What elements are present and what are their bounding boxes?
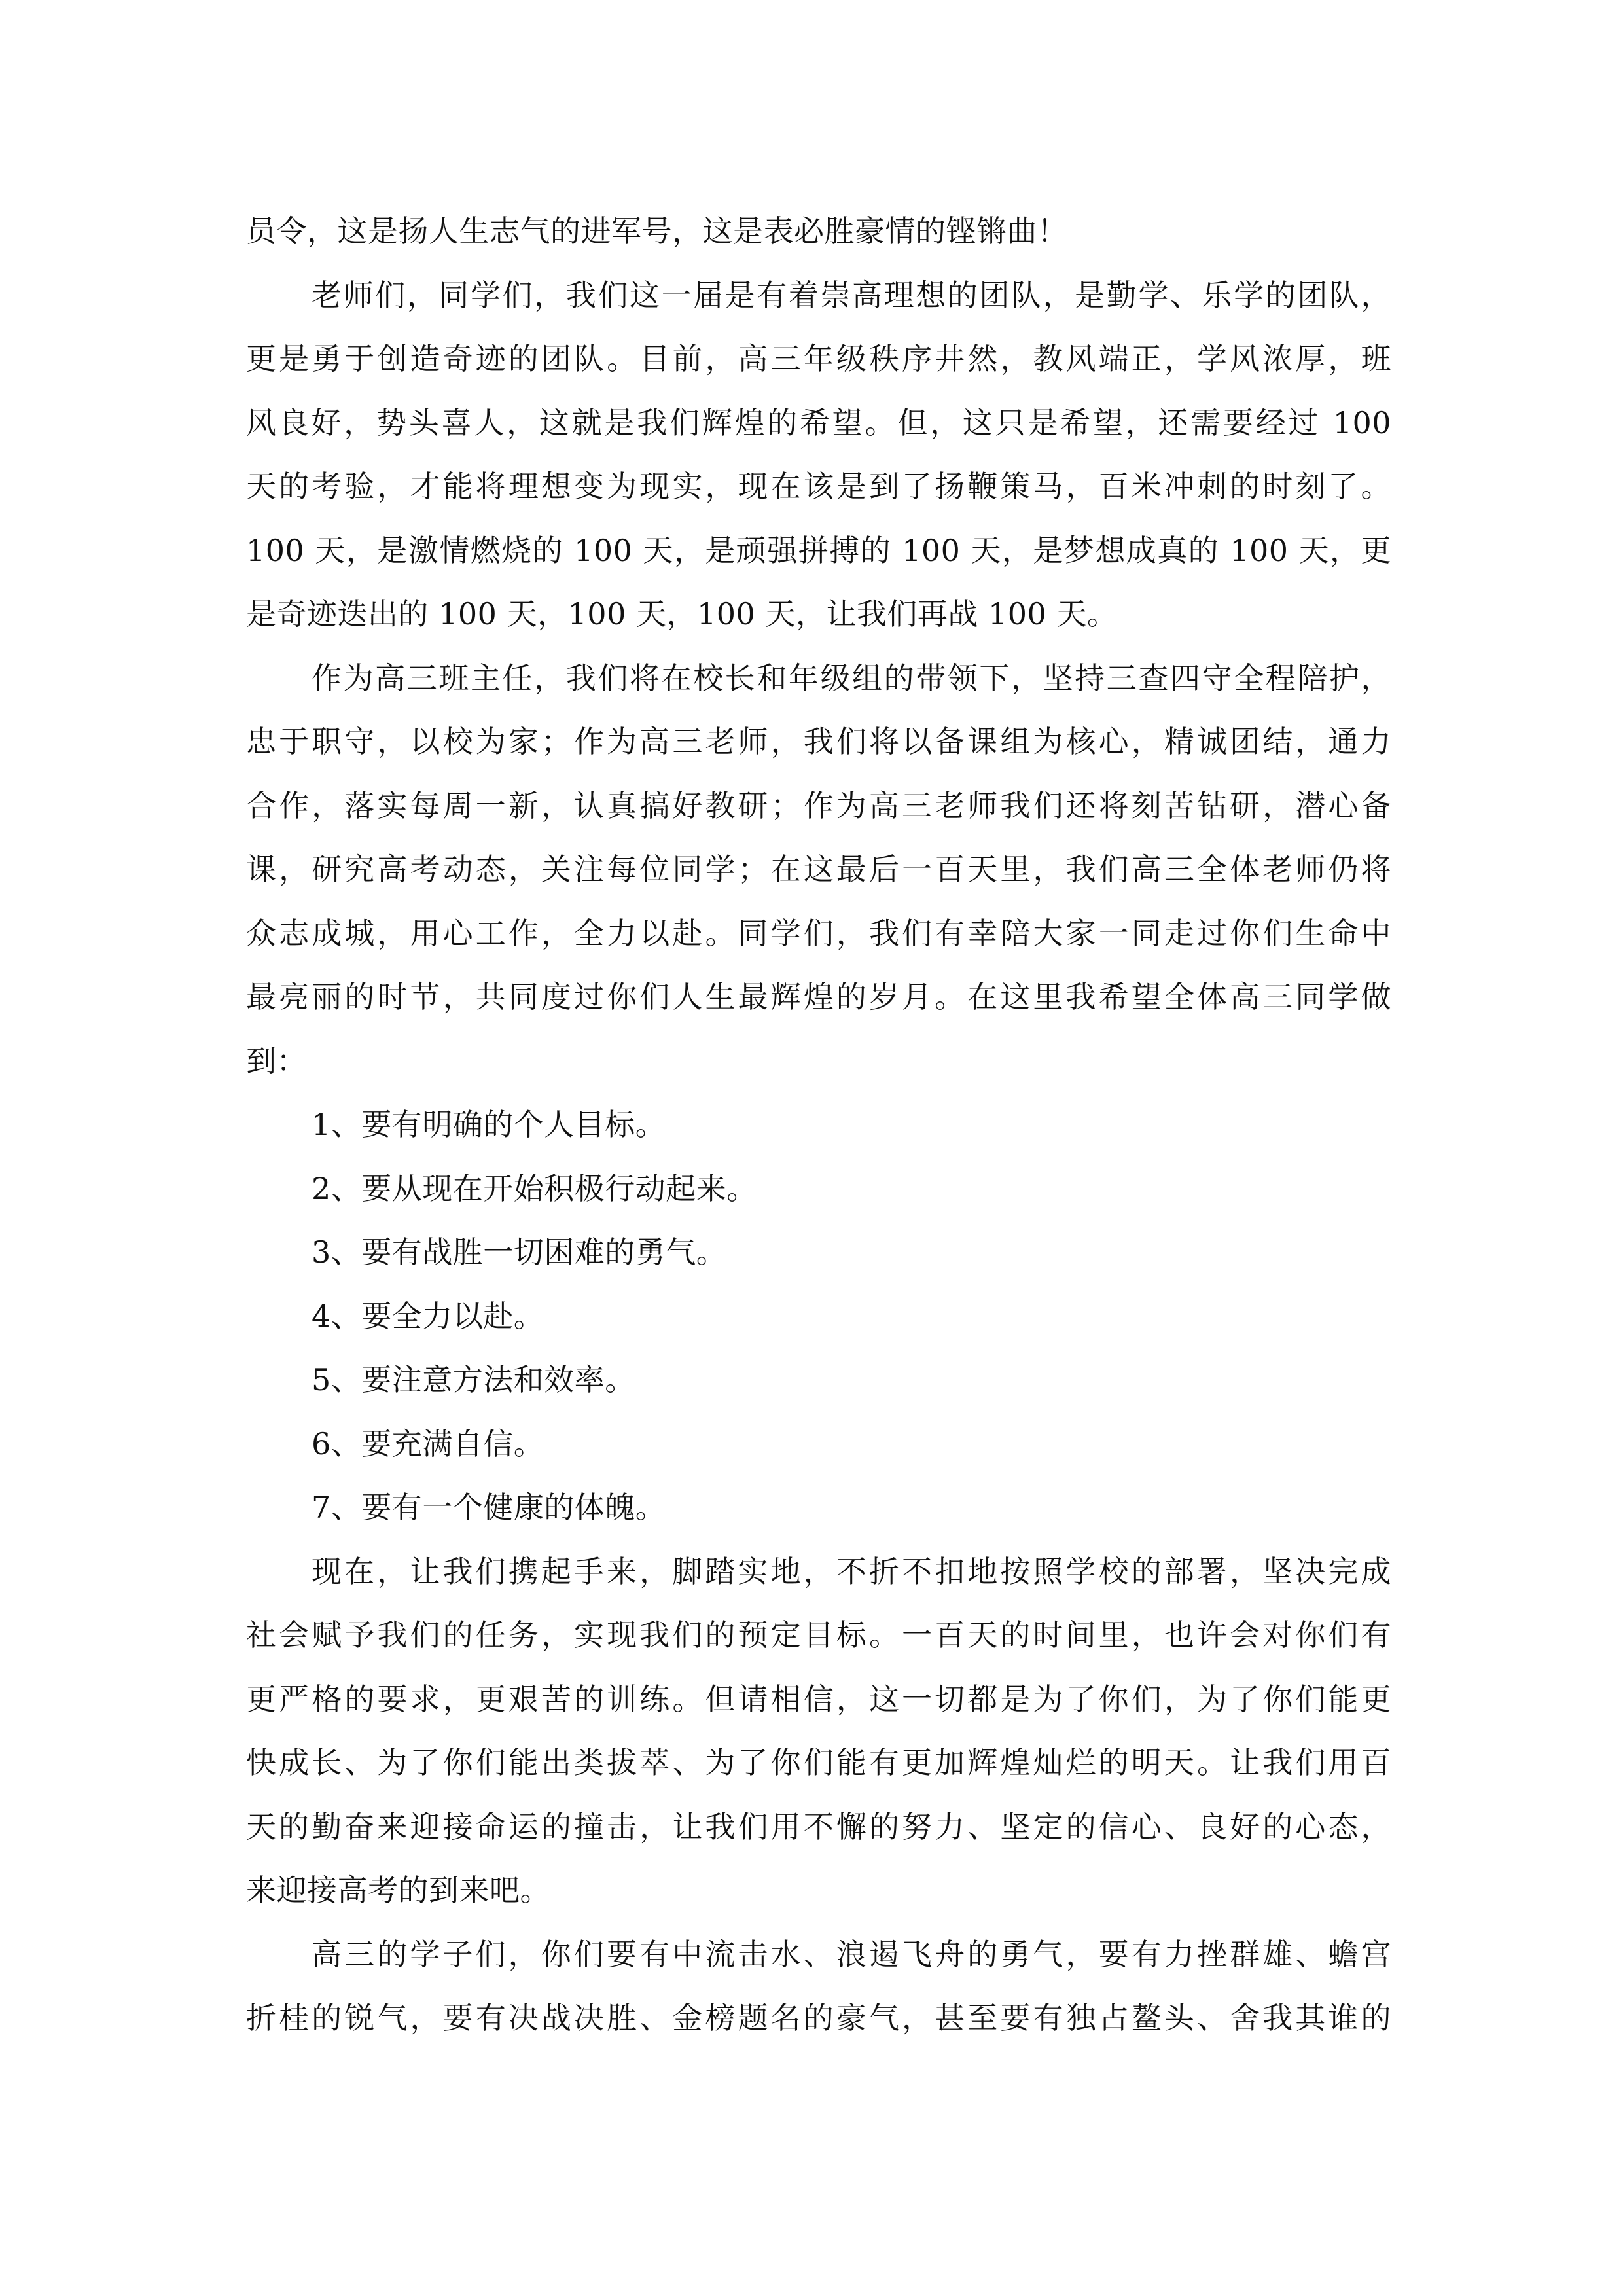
text-line: 6、要充满自信。 xyxy=(312,1426,544,1462)
text-line: 众志成城，用心工作，全力以赴。同学们，我们有幸陪大家一同走过你们生命中 xyxy=(246,915,1391,951)
text-line: 现在，让我们携起手来，脚踏实地，不折不扣地按照学校的部署，坚决完成 xyxy=(312,1553,1391,1589)
text-line: 更是勇于创造奇迹的团队。目前，高三年级秩序井然，教风端正，学风浓厚，班 xyxy=(246,341,1391,376)
text-line: 7、要有一个健康的体魄。 xyxy=(312,1490,666,1525)
document-body xyxy=(246,200,1391,2051)
text-line: 最亮丽的时节，共同度过你们人生最辉煌的岁月。在这里我希望全体高三同学做 xyxy=(246,979,1391,1014)
text-line: 2、要从现在开始积极行动起来。 xyxy=(312,1170,757,1206)
text-line: 合作，落实每周一新，认真搞好教研；作为高三老师我们还将刻苦钻研，潜心备 xyxy=(246,787,1391,823)
text-line: 来迎接高考的到来吧。 xyxy=(246,1873,550,1908)
text-line: 5、要注意方法和效率。 xyxy=(312,1362,635,1397)
text-line: 3、要有战胜一切困难的勇气。 xyxy=(312,1234,727,1270)
text-line: 作为高三班主任，我们将在校长和年级组的带领下，坚持三查四守全程陪护， xyxy=(312,660,1391,696)
text-line: 社会赋予我们的任务，实现我们的预定目标。一百天的时间里，也许会对你们有 xyxy=(246,1617,1391,1653)
text-line: 更严格的要求，更艰苦的训练。但请相信，这一切都是为了你们，为了你们能更 xyxy=(246,1681,1391,1717)
text-line: 天的勤奋来迎接命运的撞击，让我们用不懈的努力、坚定的信心、良好的心态， xyxy=(246,1808,1391,1844)
text-line: 老师们，同学们，我们这一届是有着崇高理想的团队，是勤学、乐学的团队， xyxy=(312,277,1391,313)
text-line: 高三的学子们，你们要有中流击水、浪遏飞舟的勇气，要有力挫群雄、蟾宫 xyxy=(312,1936,1391,1972)
text-line: 是奇迹迭出的 100 天，100 天，100 天，让我们再战 100 天。 xyxy=(246,596,1118,632)
text-line: 到： xyxy=(246,1043,307,1079)
text-line: 课，研究高考动态，关注每位同学；在这最后一百天里，我们高三全体老师仍将 xyxy=(246,852,1391,887)
text-line: 员令，这是扬人生志气的进军号，这是表必胜豪情的铿锵曲！ xyxy=(246,213,1068,249)
text-line: 风良好，势头喜人，这就是我们辉煌的希望。但，这只是希望，还需要经过 100 xyxy=(246,404,1391,440)
text-line: 1、要有明确的个人目标。 xyxy=(312,1107,666,1142)
text-line: 100 天，是激情燃烧的 100 天，是顽强拼搏的 100 天，是梦想成真的 100 天，更 xyxy=(246,532,1391,568)
text-line: 忠于职守，以校为家；作为高三老师，我们将以备课组为核心，精诚团结，通力 xyxy=(246,724,1391,759)
text-line: 折桂的锐气，要有决战决胜、金榜题名的豪气，甚至要有独占鳌头、舍我其谁的 xyxy=(246,2000,1391,2036)
text-line: 快成长、为了你们能出类拔萃、为了你们能有更加辉煌灿烂的明天。让我们用百 xyxy=(246,1745,1391,1780)
text-line: 4、要全力以赴。 xyxy=(312,1298,544,1334)
text-line: 天的考验，才能将理想变为现实，现在该是到了扬鞭策马，百米冲刺的时刻了。 xyxy=(246,469,1391,504)
